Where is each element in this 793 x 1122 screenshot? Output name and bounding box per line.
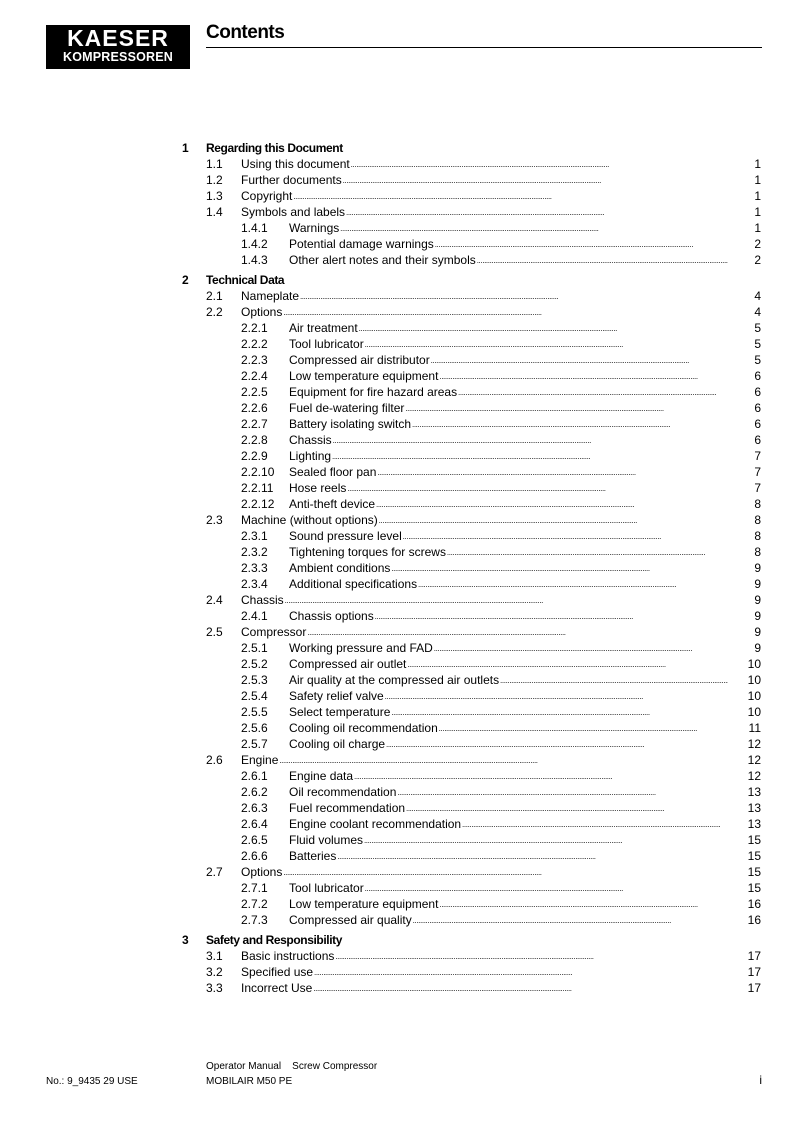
toc-entry-title: Copyright . . . bbox=[241, 188, 728, 205]
toc-entry-title: Chassis . . . bbox=[241, 592, 728, 609]
kaeser-logo bbox=[46, 25, 190, 69]
toc-entry-title: Equipment for fire hazard areas . . . bbox=[289, 384, 728, 401]
toc-entry-title: Fluid volumes . . . bbox=[289, 832, 728, 849]
toc-entry-page: 6 bbox=[754, 433, 761, 447]
toc-entry-page: 10 bbox=[747, 689, 761, 703]
toc-entry-page: 11 bbox=[748, 721, 761, 735]
toc-entry-page: 6 bbox=[754, 401, 761, 415]
toc-chapter-number: 1 bbox=[182, 141, 189, 155]
toc-entry-page: 1 bbox=[754, 221, 761, 235]
toc-entry[interactable] bbox=[0, 688, 793, 704]
toc-entry-title: Ambient conditions . . . bbox=[289, 560, 728, 577]
toc-entry-number: 2.5.3 bbox=[241, 673, 268, 687]
toc-entry-title: Anti-theft device . . . bbox=[289, 496, 728, 513]
toc-entry-title: Cooling oil recommendation . . . bbox=[289, 720, 728, 737]
toc-entry[interactable] bbox=[0, 704, 793, 720]
toc-entry[interactable] bbox=[0, 656, 793, 672]
toc-entry-title: Fuel recommendation . . . bbox=[289, 800, 728, 817]
toc-entry-number: 1.4.2 bbox=[241, 237, 268, 251]
toc-chapter-title: Technical Data bbox=[206, 273, 285, 287]
toc-entry-title: Options . . . bbox=[241, 864, 728, 881]
toc-entry-page: 6 bbox=[754, 385, 761, 399]
toc-entry-page: 9 bbox=[754, 577, 761, 591]
toc-entry-page: 17 bbox=[747, 949, 761, 963]
title-divider bbox=[206, 47, 762, 48]
toc-entry-title: Compressed air quality . . . bbox=[289, 912, 728, 929]
toc-entry-title: Compressor . . . bbox=[241, 624, 728, 641]
toc-entry[interactable] bbox=[0, 528, 793, 544]
toc-entry-page: 9 bbox=[754, 609, 761, 623]
toc-entry-title: Compressed air distributor . . . bbox=[289, 352, 728, 369]
toc-entry-page: 13 bbox=[747, 785, 761, 799]
toc-entry-number: 2.6.6 bbox=[241, 849, 268, 863]
toc-entry-number: 2.2.7 bbox=[241, 417, 268, 431]
toc-entry[interactable] bbox=[0, 912, 793, 928]
toc-entry-title: Safety relief valve . . . bbox=[289, 688, 728, 705]
toc-entry-number: 2.2 bbox=[206, 305, 223, 319]
toc-entry-number: 2.5.4 bbox=[241, 689, 268, 703]
toc-entry-number: 2.2.12 bbox=[241, 497, 275, 511]
toc-entry[interactable] bbox=[0, 512, 793, 528]
toc-entry-number: 1.1 bbox=[206, 157, 223, 171]
toc-entry[interactable] bbox=[0, 252, 793, 268]
toc-entry-page: 16 bbox=[747, 913, 761, 927]
toc-entry-page: 10 bbox=[747, 705, 761, 719]
toc-entry-number: 2.1 bbox=[206, 289, 223, 303]
toc-entry-page: 12 bbox=[747, 753, 761, 767]
toc-entry-page: 9 bbox=[754, 625, 761, 639]
toc-entry-number: 3.3 bbox=[206, 981, 223, 995]
toc-entry[interactable] bbox=[0, 172, 793, 188]
toc-entry-number: 2.5.1 bbox=[241, 641, 268, 655]
toc-entry-page: 13 bbox=[747, 801, 761, 815]
toc-entry[interactable] bbox=[0, 204, 793, 220]
toc-entry-page: 10 bbox=[747, 673, 761, 687]
toc-entry-title: Lighting . . . bbox=[289, 448, 728, 465]
toc-entry-number: 2.2.10 bbox=[241, 465, 275, 479]
toc-entry-page: 4 bbox=[754, 289, 761, 303]
footer-product-type: Screw Compressor bbox=[292, 1061, 378, 1072]
toc-entry[interactable] bbox=[0, 948, 793, 964]
toc-entry-title: Further documents . . . bbox=[241, 172, 728, 189]
toc-entry-title: Sound pressure level . . . bbox=[289, 528, 728, 545]
toc-entry-title: Fuel de-watering filter . . . bbox=[289, 400, 728, 417]
toc-entry-page: 15 bbox=[747, 881, 761, 895]
toc-entry-number: 2.2.6 bbox=[241, 401, 268, 415]
toc-entry[interactable] bbox=[0, 720, 793, 736]
toc-entry-number: 2.5.7 bbox=[241, 737, 268, 751]
toc-entry-number: 2.5.5 bbox=[241, 705, 268, 719]
table-of-contents bbox=[0, 140, 793, 996]
page-title: Contents bbox=[206, 22, 285, 43]
toc-entry[interactable] bbox=[0, 752, 793, 768]
toc-entry-page: 7 bbox=[754, 449, 761, 463]
toc-entry[interactable] bbox=[0, 188, 793, 204]
toc-entry-number: 2.3.3 bbox=[241, 561, 268, 575]
toc-entry[interactable] bbox=[0, 672, 793, 688]
toc-entry-page: 1 bbox=[754, 157, 761, 171]
toc-entry-title: Other alert notes and their symbols . . . bbox=[289, 252, 728, 269]
toc-entry-number: 2.5.2 bbox=[241, 657, 268, 671]
toc-entry-title: Hose reels . . . bbox=[289, 480, 728, 497]
toc-chapter[interactable] bbox=[0, 140, 793, 156]
footer-manual-type: Operator Manual bbox=[206, 1061, 282, 1072]
toc-entry-page: 1 bbox=[754, 189, 761, 203]
toc-entry[interactable] bbox=[0, 784, 793, 800]
toc-entry-page: 7 bbox=[754, 481, 761, 495]
toc-entry-page: 12 bbox=[747, 769, 761, 783]
toc-entry-title: Warnings . . . bbox=[289, 220, 728, 237]
toc-entry-page: 9 bbox=[754, 561, 761, 575]
toc-entry-number: 2.2.2 bbox=[241, 337, 268, 351]
toc-entry-title: Tool lubricator . . . bbox=[289, 336, 728, 353]
toc-entry-title: Air quality at the compressed air outlets . . . bbox=[289, 672, 728, 689]
toc-entry-number: 1.4.3 bbox=[241, 253, 268, 267]
toc-chapter[interactable] bbox=[0, 932, 793, 948]
toc-entry-number: 2.6.4 bbox=[241, 817, 268, 831]
toc-entry-page: 15 bbox=[747, 849, 761, 863]
toc-entry[interactable] bbox=[0, 816, 793, 832]
toc-entry-number: 2.3 bbox=[206, 513, 223, 527]
toc-entry-title: Low temperature equipment . . . bbox=[289, 896, 728, 913]
toc-entry-title: Options . . . bbox=[241, 304, 728, 321]
toc-entry-number: 2.5 bbox=[206, 625, 223, 639]
toc-entry-title: Batteries . . . bbox=[289, 848, 728, 865]
toc-entry-page: 5 bbox=[754, 321, 761, 335]
toc-entry-number: 2.7.3 bbox=[241, 913, 268, 927]
toc-entry-number: 1.4.1 bbox=[241, 221, 268, 235]
toc-entry-page: 5 bbox=[754, 353, 761, 367]
toc-entry-title: Engine coolant recommendation . . . bbox=[289, 816, 728, 833]
toc-entry[interactable] bbox=[0, 336, 793, 352]
toc-entry-number: 2.7.1 bbox=[241, 881, 268, 895]
toc-entry-title: Sealed floor pan . . . bbox=[289, 464, 728, 481]
toc-entry-page: 12 bbox=[747, 737, 761, 751]
toc-entry[interactable] bbox=[0, 288, 793, 304]
toc-entry-number: 2.2.11 bbox=[241, 481, 274, 495]
toc-entry-title: Nameplate . . . bbox=[241, 288, 728, 305]
toc-entry[interactable] bbox=[0, 544, 793, 560]
toc-entry-title: Symbols and labels . . . bbox=[241, 204, 728, 221]
toc-entry-number: 2.2.3 bbox=[241, 353, 268, 367]
footer-model: MOBILAIR M50 PE bbox=[206, 1076, 293, 1087]
toc-entry-page: 10 bbox=[747, 657, 761, 671]
toc-entry-number: 3.2 bbox=[206, 965, 223, 979]
toc-entry[interactable] bbox=[0, 964, 793, 980]
toc-entry-number: 2.6.5 bbox=[241, 833, 268, 847]
toc-entry-page: 1 bbox=[754, 205, 761, 219]
toc-entry-title: Working pressure and FAD . . . bbox=[289, 640, 728, 657]
toc-entry[interactable] bbox=[0, 640, 793, 656]
toc-entry-page: 17 bbox=[747, 981, 761, 995]
toc-entry-title: Basic instructions . . . bbox=[241, 948, 728, 965]
toc-entry-page: 1 bbox=[754, 173, 761, 187]
toc-entry[interactable] bbox=[0, 304, 793, 320]
toc-entry[interactable] bbox=[0, 480, 793, 496]
toc-entry-title: Specified use . . . bbox=[241, 964, 728, 981]
toc-entry-number: 1.2 bbox=[206, 173, 223, 187]
toc-entry-number: 2.5.6 bbox=[241, 721, 268, 735]
toc-entry-title: Battery isolating switch . . . bbox=[289, 416, 728, 433]
toc-entry-number: 2.7 bbox=[206, 865, 223, 879]
toc-entry-number: 1.4 bbox=[206, 205, 223, 219]
toc-entry-title: Compressed air outlet . . . bbox=[289, 656, 728, 673]
toc-entry[interactable] bbox=[0, 236, 793, 252]
toc-entry-number: 2.6.1 bbox=[241, 769, 268, 783]
logo-line1: KAESER bbox=[67, 25, 169, 51]
toc-entry-number: 2.4.1 bbox=[241, 609, 268, 623]
toc-entry-title: Incorrect Use . . . bbox=[241, 980, 728, 997]
toc-entry-title: Select temperature . . . bbox=[289, 704, 728, 721]
toc-entry-title: Tool lubricator . . . bbox=[289, 880, 728, 897]
toc-entry-page: 16 bbox=[747, 897, 761, 911]
toc-entry-title: Engine . . . bbox=[241, 752, 728, 769]
toc-entry[interactable] bbox=[0, 400, 793, 416]
toc-entry-page: 6 bbox=[754, 369, 761, 383]
toc-entry[interactable] bbox=[0, 980, 793, 996]
toc-entry-title: Using this document . . . bbox=[241, 156, 728, 173]
toc-entry[interactable] bbox=[0, 352, 793, 368]
toc-entry[interactable] bbox=[0, 896, 793, 912]
footer-doc-number: No.: 9_9435 29 USE bbox=[46, 1076, 138, 1087]
toc-entry-page: 17 bbox=[747, 965, 761, 979]
toc-entry-title: Chassis . . . bbox=[289, 432, 728, 449]
logo-line2: KOMPRESSOREN bbox=[62, 50, 174, 64]
toc-entry-number: 2.7.2 bbox=[241, 897, 268, 911]
toc-entry-number: 2.3.4 bbox=[241, 577, 268, 591]
toc-entry-number: 2.3.2 bbox=[241, 545, 268, 559]
toc-chapter-title: Regarding this Document bbox=[206, 141, 343, 155]
toc-entry-page: 6 bbox=[754, 417, 761, 431]
toc-entry-page: 4 bbox=[754, 305, 761, 319]
toc-entry-title: Potential damage warnings . . . bbox=[289, 236, 728, 253]
toc-entry[interactable] bbox=[0, 576, 793, 592]
toc-chapter-number: 3 bbox=[182, 933, 189, 947]
toc-entry-page: 2 bbox=[754, 253, 761, 267]
toc-entry[interactable] bbox=[0, 320, 793, 336]
toc-entry-page: 8 bbox=[754, 513, 761, 527]
toc-entry-page: 9 bbox=[754, 641, 761, 655]
toc-entry-page: 15 bbox=[747, 833, 761, 847]
toc-entry-page: 7 bbox=[754, 465, 761, 479]
toc-entry-page: 9 bbox=[754, 593, 761, 607]
toc-entry-number: 2.6.3 bbox=[241, 801, 268, 815]
toc-entry-number: 2.2.8 bbox=[241, 433, 268, 447]
toc-entry-number: 2.6.2 bbox=[241, 785, 268, 799]
toc-entry-number: 2.2.1 bbox=[241, 321, 268, 335]
toc-entry[interactable] bbox=[0, 220, 793, 236]
toc-entry-title: Air treatment . . . bbox=[289, 320, 728, 337]
toc-entry-number: 1.3 bbox=[206, 189, 223, 203]
toc-entry-page: 2 bbox=[754, 237, 761, 251]
toc-entry[interactable] bbox=[0, 864, 793, 880]
footer-page-number: i bbox=[759, 1073, 762, 1087]
toc-entry[interactable] bbox=[0, 768, 793, 784]
toc-entry-page: 8 bbox=[754, 529, 761, 543]
toc-entry[interactable] bbox=[0, 880, 793, 896]
toc-entry-title: Oil recommendation . . . bbox=[289, 784, 728, 801]
toc-entry-number: 2.4 bbox=[206, 593, 223, 607]
toc-entry-page: 8 bbox=[754, 497, 761, 511]
toc-entry[interactable] bbox=[0, 432, 793, 448]
toc-chapter[interactable] bbox=[0, 272, 793, 288]
toc-entry[interactable] bbox=[0, 800, 793, 816]
toc-entry-number: 2.6 bbox=[206, 753, 223, 767]
toc-entry-number: 2.2.4 bbox=[241, 369, 268, 383]
footer-manual-line bbox=[206, 1061, 377, 1072]
toc-entry[interactable] bbox=[0, 736, 793, 752]
toc-entry-title: Chassis options . . . bbox=[289, 608, 728, 625]
toc-entry-title: Engine data . . . bbox=[289, 768, 728, 785]
toc-entry[interactable] bbox=[0, 368, 793, 384]
toc-entry[interactable] bbox=[0, 496, 793, 512]
toc-entry-number: 2.2.5 bbox=[241, 385, 268, 399]
toc-entry-number: 3.1 bbox=[206, 949, 223, 963]
toc-entry[interactable] bbox=[0, 416, 793, 432]
toc-entry-page: 15 bbox=[747, 865, 761, 879]
toc-entry-number: 2.2.9 bbox=[241, 449, 268, 463]
toc-entry-title: Cooling oil charge . . . bbox=[289, 736, 728, 753]
toc-entry[interactable] bbox=[0, 592, 793, 608]
toc-entry-page: 5 bbox=[754, 337, 761, 351]
toc-entry[interactable] bbox=[0, 464, 793, 480]
toc-entry-title: Tightening torques for screws . . . bbox=[289, 544, 728, 561]
toc-entry-title: Machine (without options) . . . bbox=[241, 512, 728, 529]
toc-entry[interactable] bbox=[0, 624, 793, 640]
toc-entry[interactable] bbox=[0, 448, 793, 464]
toc-entry[interactable] bbox=[0, 848, 793, 864]
toc-entry[interactable] bbox=[0, 832, 793, 848]
toc-entry[interactable] bbox=[0, 608, 793, 624]
toc-entry[interactable] bbox=[0, 384, 793, 400]
toc-entry-number: 2.3.1 bbox=[241, 529, 268, 543]
toc-entry-page: 8 bbox=[754, 545, 761, 559]
toc-entry-page: 13 bbox=[747, 817, 761, 831]
toc-chapter-number: 2 bbox=[182, 273, 189, 287]
toc-entry[interactable] bbox=[0, 156, 793, 172]
toc-entry-title: Additional specifications . . . bbox=[289, 576, 728, 593]
toc-entry-title: Low temperature equipment . . . bbox=[289, 368, 728, 385]
toc-entry[interactable] bbox=[0, 560, 793, 576]
toc-chapter-title: Safety and Responsibility bbox=[206, 933, 343, 947]
